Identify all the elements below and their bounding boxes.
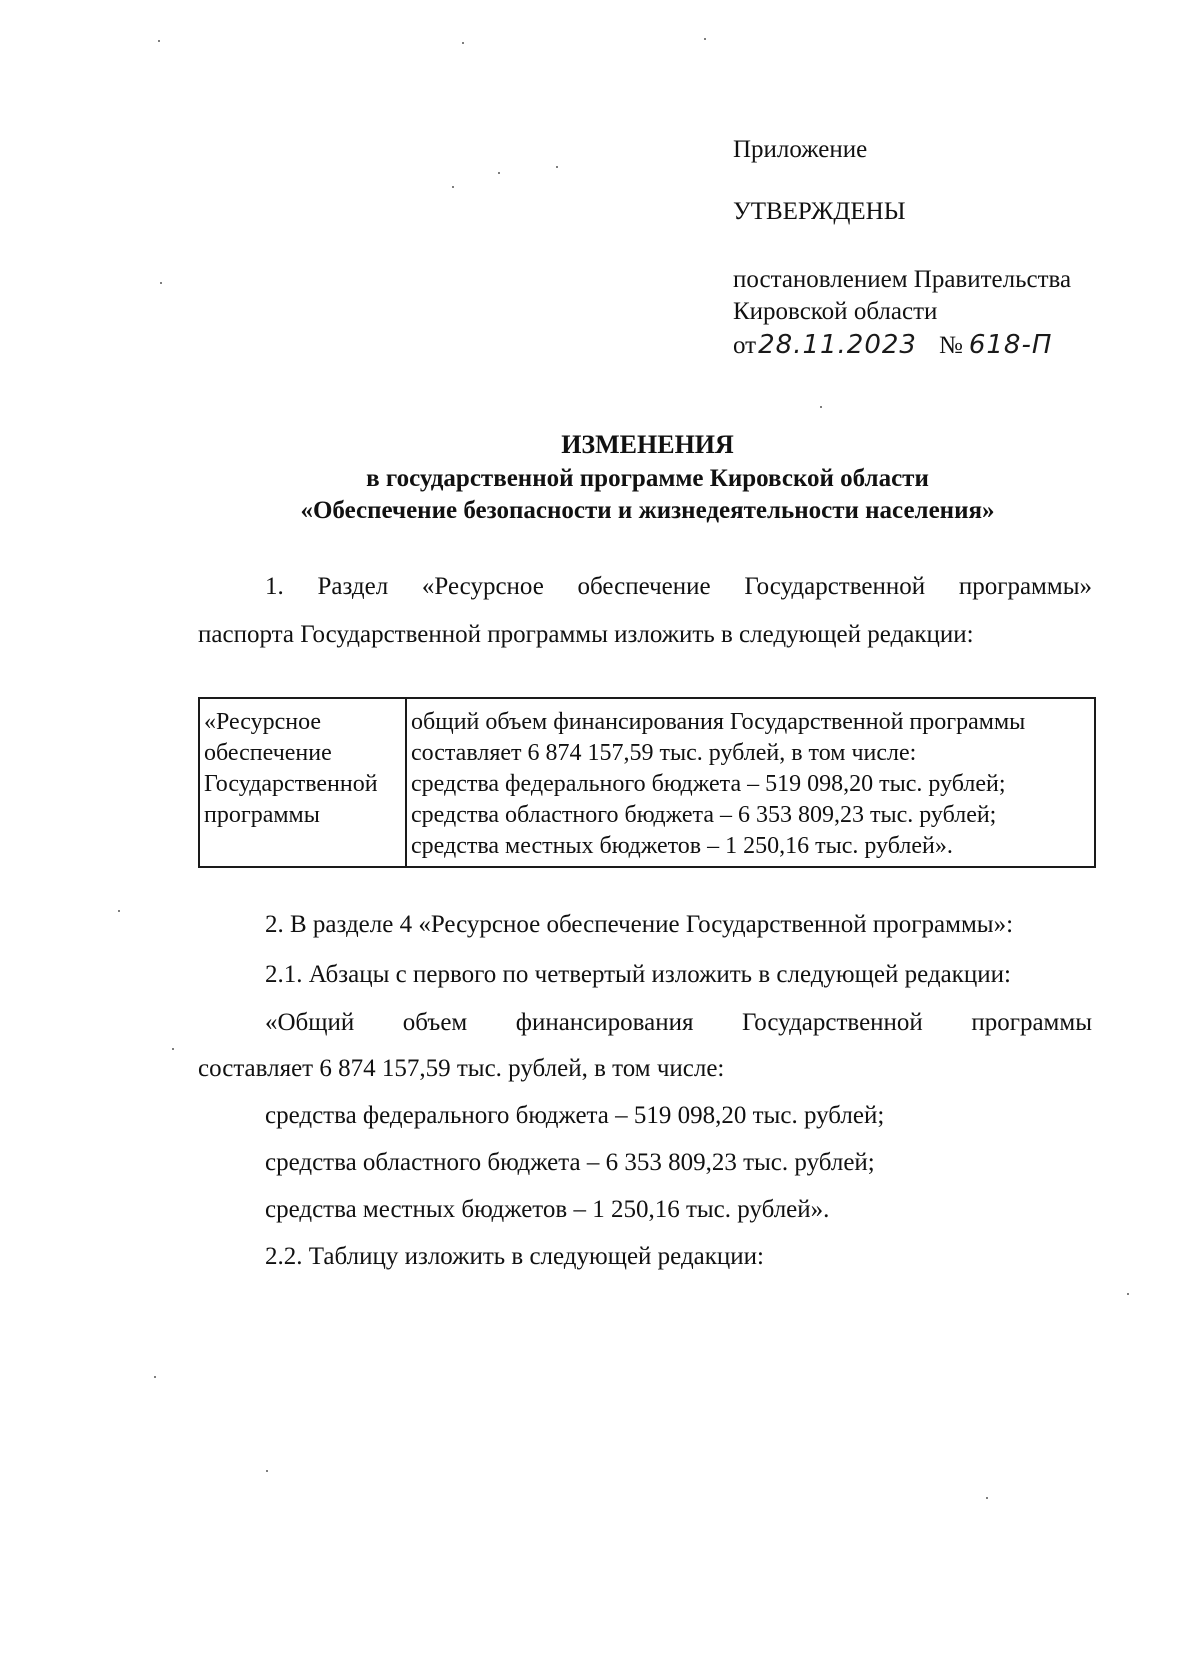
scan-speck xyxy=(118,910,120,912)
table-label-cell xyxy=(199,698,406,867)
section-1-line-a: 1. Раздел «Ресурсное обеспечение Государственной программы» xyxy=(265,573,1092,600)
label-line: программы xyxy=(204,802,320,828)
scan-speck xyxy=(154,1376,156,1378)
scan-speck xyxy=(1127,1293,1129,1295)
handwritten-number: 618-П xyxy=(968,330,1053,360)
passport-resource-table xyxy=(198,697,1096,868)
scan-speck xyxy=(160,282,162,284)
handwritten-date: 28.11.2023 xyxy=(758,330,917,360)
document-heading: ИЗМЕНЕНИЯ xyxy=(561,430,734,459)
value-line: средства федерального бюджета – 519 098,20 тыс. рублей; xyxy=(411,771,1006,797)
decree-date-number-line xyxy=(733,330,1052,360)
scan-speck xyxy=(172,1048,174,1050)
decree-line-1: постановлением Правительства xyxy=(733,266,1072,293)
appendix-label: Приложение xyxy=(733,136,868,163)
table-value-cell xyxy=(406,698,1095,867)
scan-speck xyxy=(452,186,454,188)
quote-line-b: составляет 6 874 157,59 тыс. рублей, в том числе: xyxy=(198,1055,725,1082)
date-prefix: от xyxy=(733,332,757,359)
scan-speck xyxy=(158,40,160,42)
document-subtitle-1: в государственной программе Кировской области xyxy=(366,465,929,492)
value-line: общий объем финансирования Государственной программы xyxy=(411,709,1026,735)
value-line: средства областного бюджета – 6 353 809,23 тыс. рублей; xyxy=(411,802,997,828)
scan-speck xyxy=(498,172,500,174)
document-subtitle-2: «Обеспечение безопасности и жизнедеятельности населения» xyxy=(300,497,995,524)
approved-label: УТВЕРЖДЕНЫ xyxy=(733,198,906,225)
value-line: средства местных бюджетов – 1 250,16 тыс. рублей». xyxy=(411,833,953,859)
scan-speck xyxy=(462,42,464,44)
number-sign: № xyxy=(938,332,963,359)
label-line: Государственной xyxy=(204,771,378,797)
section-2-intro: 2. В разделе 4 «Ресурсное обеспечение Государственной программы»: xyxy=(265,911,1014,938)
scan-speck xyxy=(986,1497,988,1499)
label-line: обеспечение xyxy=(204,740,332,766)
scan-speck xyxy=(820,406,822,408)
table-row xyxy=(199,698,1095,867)
scan-speck xyxy=(704,38,706,40)
section-2-2: 2.2. Таблицу изложить в следующей редакции: xyxy=(265,1243,764,1270)
section-1-line-b: паспорта Государственной программы изложить в следующей редакции: xyxy=(198,621,974,648)
quote-line-a: «Общий объем финансирования Государственной программы xyxy=(265,1009,1092,1036)
scan-speck xyxy=(556,166,558,168)
decree-line-2: Кировской области xyxy=(733,298,938,325)
scan-speck xyxy=(266,1470,268,1472)
local-budget-line: средства местных бюджетов – 1 250,16 тыс. рублей». xyxy=(265,1196,830,1223)
federal-budget-line: средства федерального бюджета – 519 098,20 тыс. рублей; xyxy=(265,1102,885,1129)
value-line: составляет 6 874 157,59 тыс. рублей, в том числе: xyxy=(411,740,917,766)
label-line: «Ресурсное xyxy=(204,709,322,735)
regional-budget-line: средства областного бюджета – 6 353 809,23 тыс. рублей; xyxy=(265,1149,875,1176)
section-2-1: 2.1. Абзацы с первого по четвертый изложить в следующей редакции: xyxy=(265,961,1011,988)
